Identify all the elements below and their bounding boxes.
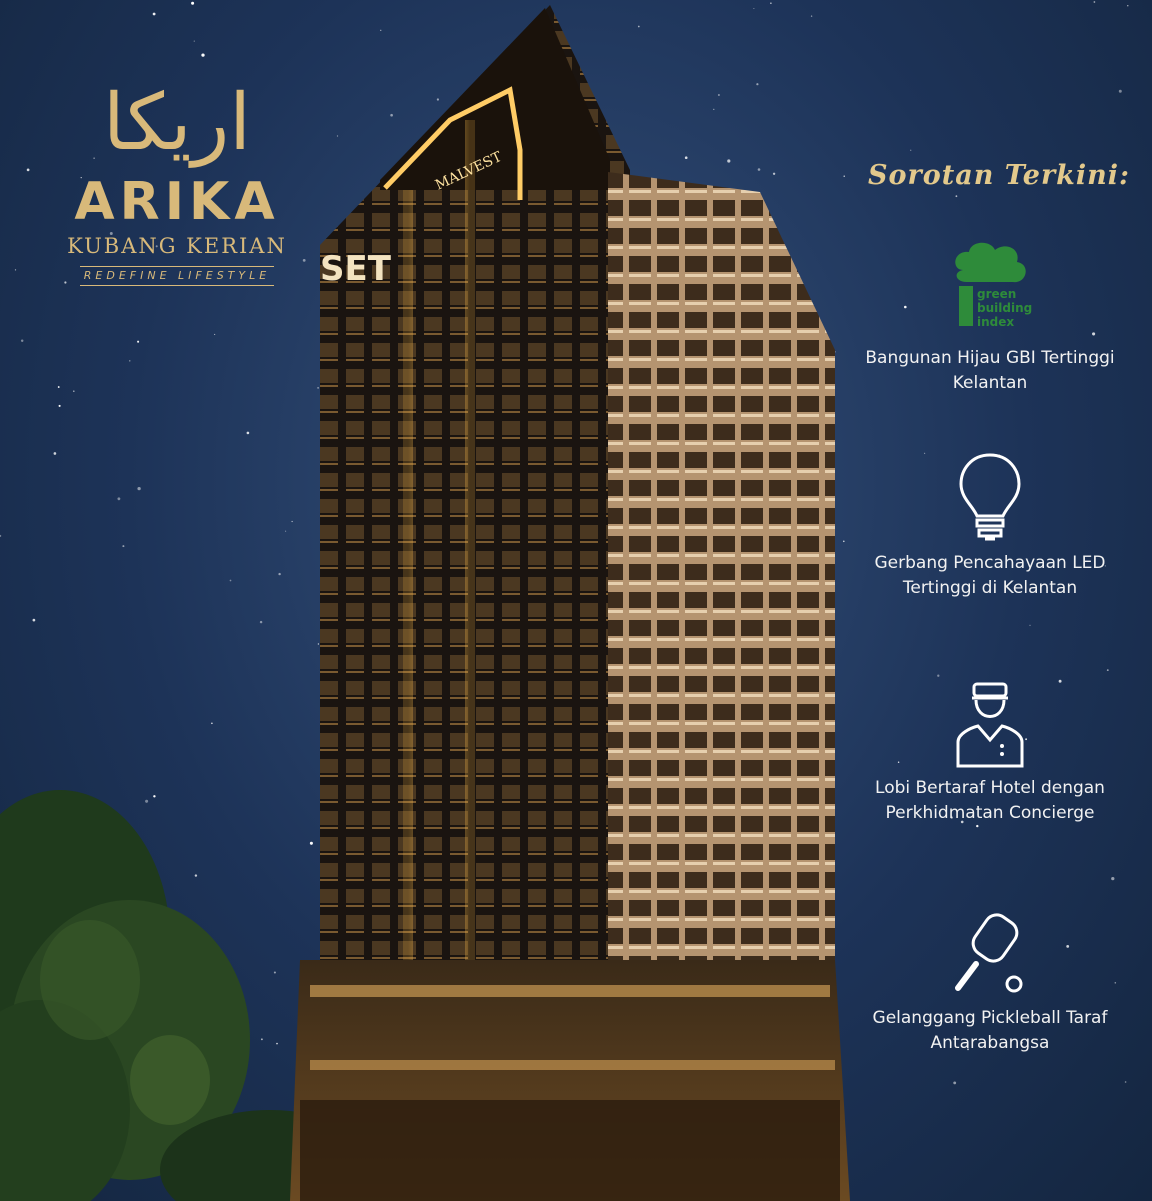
star	[214, 334, 215, 335]
highlight-gbi	[840, 240, 1140, 396]
star	[129, 360, 130, 361]
highlight-pickleball-caption: Gelanggang Pickleball Taraf Antarabangsa	[872, 1008, 1108, 1053]
star	[247, 432, 250, 435]
star	[137, 487, 140, 490]
star	[0, 535, 1, 537]
highlights-title: Sorotan Terkini:	[868, 160, 1130, 191]
star	[122, 545, 124, 547]
building-signage: MALVEST	[432, 148, 505, 194]
star	[15, 269, 16, 270]
highlight-led-caption: Gerbang Pencahayaan LED Tertinggi di Kelantan	[874, 553, 1106, 598]
star	[953, 1081, 956, 1084]
highlights-panel	[840, 160, 1140, 1053]
star	[278, 573, 280, 575]
star	[137, 341, 139, 343]
star	[54, 452, 57, 455]
star	[27, 169, 30, 172]
star	[230, 580, 232, 582]
star	[211, 723, 213, 725]
star	[58, 386, 60, 388]
star	[1094, 1, 1096, 3]
star	[201, 53, 204, 56]
star	[260, 621, 262, 623]
star	[1029, 625, 1030, 626]
star	[191, 2, 194, 5]
star	[285, 531, 286, 532]
highlight-gbi-caption: Bangunan Hijau GBI Tertinggi Kelantan	[865, 348, 1115, 393]
highlight-lobby	[840, 680, 1140, 826]
star	[1127, 5, 1128, 6]
logo-location: KUBANG KERIAN	[67, 234, 287, 258]
logo-arabic-text: اريكا	[103, 78, 251, 168]
logo-brand-name: ARIKA	[74, 172, 280, 232]
concierge-icon	[950, 680, 1030, 770]
lightbulb-icon	[955, 450, 1025, 545]
tower-building	[290, 0, 870, 1201]
star	[1107, 669, 1109, 671]
gbi-badge-line-1: green	[977, 287, 1017, 301]
highlight-led	[840, 450, 1140, 601]
star	[194, 41, 195, 42]
logo-tagline: REDEFINE LIFESTYLE	[80, 266, 274, 286]
arika-logo	[62, 80, 292, 286]
star	[21, 340, 23, 342]
highlight-lobby-caption: Lobi Bertaraf Hotel dengan Perkhidmatan Concierge	[875, 778, 1105, 823]
star	[910, 150, 911, 151]
star	[1111, 877, 1114, 880]
green-building-index-icon	[945, 240, 1035, 340]
pickleball-icon	[950, 910, 1030, 1000]
highlight-pickleball	[840, 910, 1140, 1056]
gbi-badge-line-3: index	[977, 315, 1015, 329]
star	[59, 405, 61, 407]
star	[1125, 1081, 1127, 1083]
star	[117, 497, 120, 500]
gbi-badge-line-2: building	[977, 301, 1033, 315]
star	[73, 390, 75, 392]
star	[1119, 90, 1122, 93]
star	[153, 13, 156, 16]
building-sign-letters: SET	[320, 249, 391, 289]
star	[33, 619, 36, 622]
star	[955, 195, 957, 197]
star	[937, 675, 939, 677]
